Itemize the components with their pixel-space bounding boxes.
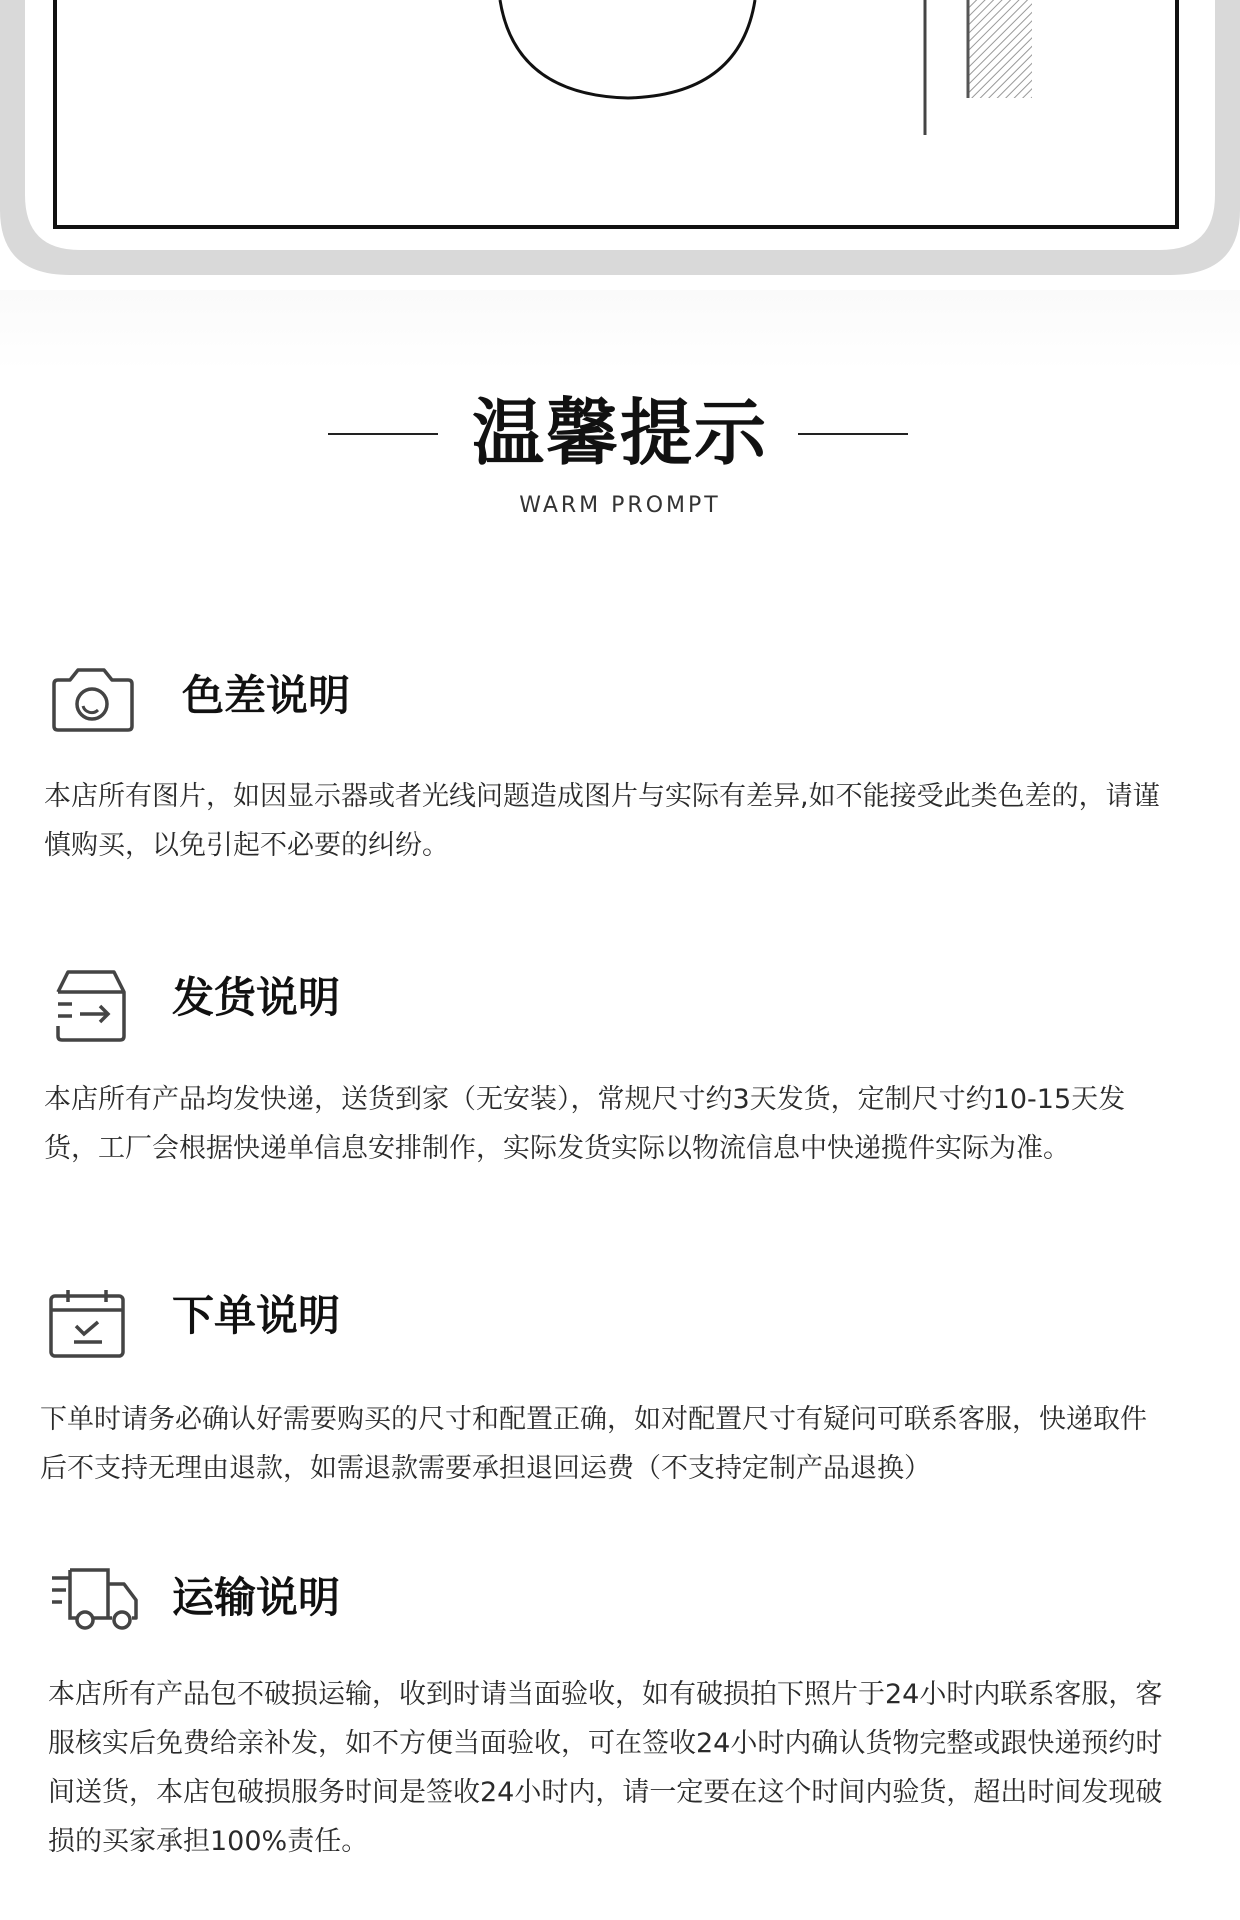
shipping-box-icon — [50, 968, 140, 1048]
section-text: 下单时请务必确认好需要购买的尺寸和配置正确，如对配置尺寸有疑问可联系客服，快递取件后不支持无理由退款，如需退款需要承担退回运费（不支持定制产品退换） — [40, 1404, 1147, 1484]
page-subtitle: WARM PROMPT — [519, 493, 721, 518]
section-title: 运输说明 — [172, 1573, 341, 1622]
camera-icon — [48, 666, 138, 746]
header-divider-right — [798, 433, 908, 435]
section-title: 发货说明 — [172, 973, 341, 1022]
truck-icon — [48, 1566, 144, 1646]
page-title: 温馨提示 — [471, 391, 768, 475]
section-shipping — [0, 960, 1240, 1190]
section-title: 色差说明 — [182, 671, 351, 720]
section-title: 下单说明 — [172, 1291, 341, 1340]
illustration-fade — [0, 290, 1240, 370]
section-ordering — [0, 1280, 1240, 1510]
section-color-difference — [0, 660, 1240, 890]
section-text: 本店所有产品包不破损运输，收到时请当面验收，如有破损拍下照片于24小时内联系客服，客服核实后免费给亲补发，如不方便当面验收，可在签收24小时内确认货物完整或跟快递预约时间送货，本店包破损服务时间是签收24小时内，请一定要在这个时间内验货，超出时间发现破损的买家承担100%责任。 — [48, 1679, 1163, 1857]
section-transport — [0, 1560, 1240, 1890]
section-text: 本店所有图片，如因显示器或者光线问题造成图片与实际有差异,如不能接受此类色差的，请谨慎购买，以免引起不必要的纠纷。 — [44, 781, 1160, 861]
warm-prompt-header — [0, 385, 1240, 535]
section-text: 本店所有产品均发快递，送货到家（无安装），常规尺寸约3天发货，定制尺寸约10-15天发货，工厂会根据快递单信息安排制作，实际发货实际以物流信息中快递揽件实际为准。 — [44, 1084, 1126, 1164]
product-illustration — [0, 0, 1240, 290]
calendar-check-icon — [46, 1286, 136, 1366]
